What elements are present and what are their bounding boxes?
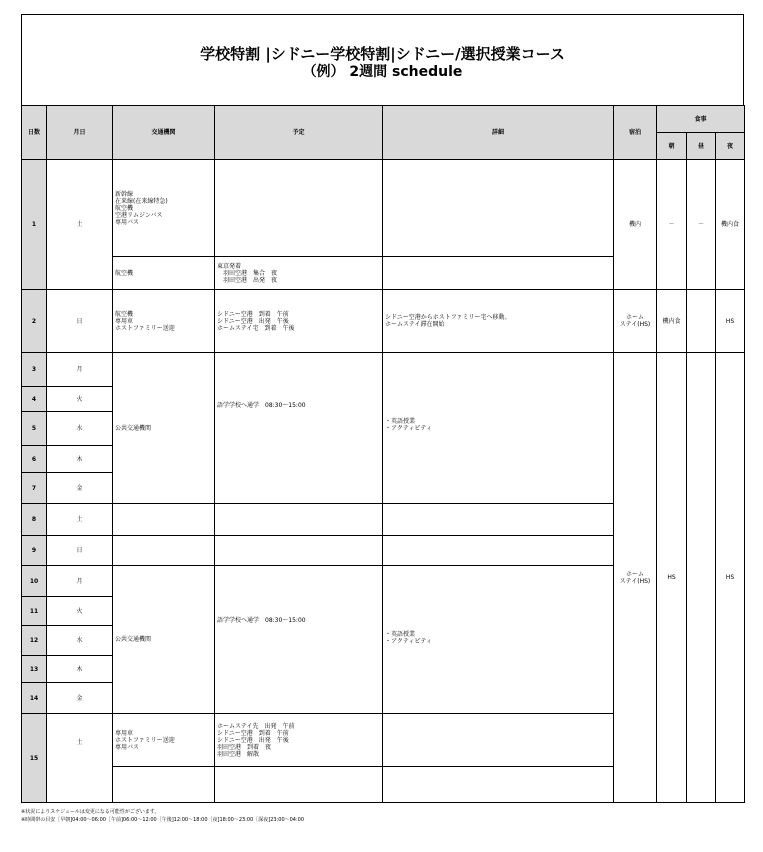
- weekday: 水: [47, 412, 113, 446]
- day-number: 3: [22, 353, 47, 387]
- details-text: ・英語授業 ・アクティビティ: [385, 418, 432, 432]
- day-number: 13: [22, 656, 47, 683]
- plan-cell: [215, 353, 383, 504]
- col-meals: 食事: [657, 106, 745, 133]
- plan-cell: [215, 566, 383, 714]
- page-subtitle: （例） 2週間 schedule: [302, 64, 463, 80]
- day-number: 10: [22, 566, 47, 597]
- transport-cell: 専用車 ホストファミリー送迎 専用バス: [113, 714, 215, 767]
- col-plan: 予定: [215, 106, 383, 160]
- transport-cell: 航空機 専用車 ホストファミリー送迎: [113, 290, 215, 353]
- transport-cell: [113, 504, 215, 536]
- dinner-cell: HS: [716, 290, 745, 353]
- details-cell: [383, 714, 614, 767]
- page-title: 学校特割 |シドニー学校特割|シドニー/選択授業コース: [200, 45, 565, 63]
- weekday: 水: [47, 626, 113, 656]
- day-number: 1: [22, 160, 47, 290]
- dinner-cell: HS: [716, 353, 745, 803]
- weekday: 火: [47, 387, 113, 412]
- lodging-cell: ホーム ステイ(HS): [614, 353, 657, 803]
- col-transport: 交通機関: [113, 106, 215, 160]
- day-number: 12: [22, 626, 47, 656]
- lodging-cell: 機内: [614, 160, 657, 290]
- transport-cell: 航空機: [113, 257, 215, 290]
- title-box: [21, 14, 744, 106]
- weekday: [47, 714, 113, 803]
- transport-cell: 新幹線 在来線(在来線特急) 航空機 空港リムジンバス 専用バス: [113, 160, 215, 257]
- details-cell: [383, 504, 614, 536]
- col-date: 月日: [47, 106, 113, 160]
- breakfast-cell: 機内食: [657, 290, 687, 353]
- weekday: 金: [47, 683, 113, 714]
- details-cell: [383, 566, 614, 714]
- day-number: 5: [22, 412, 47, 446]
- day-number: 7: [22, 473, 47, 504]
- weekday: 土: [47, 160, 113, 290]
- details-cell: [383, 767, 614, 803]
- plan-text: 語学学校へ通学 08:30～15:00: [217, 617, 306, 624]
- weekday: 火: [47, 597, 113, 626]
- schedule-table: [21, 105, 745, 803]
- plan-cell: [215, 767, 383, 803]
- weekday-text: 土: [76, 739, 83, 746]
- plan-cell: [215, 536, 383, 566]
- details-cell: [383, 353, 614, 504]
- plan-text: 語学学校へ通学 08:30～15:00: [217, 402, 306, 409]
- details-cell: シドニー空港からホストファミリー宅へ移動。 ホームステイ滞在開始: [383, 290, 614, 353]
- weekday: 日: [47, 290, 113, 353]
- transport-cell: [113, 536, 215, 566]
- plan-cell: ホームステイ先 出発 午前 シドニー空港 到着 午前 シドニー空港 出発 午後 羽田空港 到着 夜 羽田空港 解散: [215, 714, 383, 767]
- breakfast-cell: －: [657, 160, 687, 290]
- plan-cell: [215, 160, 383, 257]
- weekday: 土: [47, 504, 113, 536]
- details-cell: [383, 257, 614, 290]
- day-number: 15: [22, 714, 47, 803]
- day-number: 2: [22, 290, 47, 353]
- details-cell: [383, 160, 614, 257]
- col-dinner: 夜: [716, 133, 745, 160]
- plan-cell: シドニー空港 到着 午前 シドニー空港 出発 午後 ホームステイ宅 到着 午後: [215, 290, 383, 353]
- lunch-cell: [687, 290, 716, 353]
- day-number: 9: [22, 536, 47, 566]
- dinner-cell: 機内食: [716, 160, 745, 290]
- lunch-cell: [687, 353, 716, 803]
- schedule-sheet: [21, 14, 744, 807]
- plan-cell: [215, 504, 383, 536]
- col-breakfast: 朝: [657, 133, 687, 160]
- transport-cell: 公共交通機関: [113, 353, 215, 504]
- day-number: 6: [22, 446, 47, 473]
- footer-note-time: ※時間帯の目安［早朝]04:00～06:00［午前]06:00～12:00［午後]12:00～18:00［夜]18:00～23:00［深夜]23:00～04:00: [21, 817, 305, 823]
- weekday: 日: [47, 536, 113, 566]
- details-text: ・英語授業 ・アクティビティ: [385, 631, 432, 645]
- weekday: 木: [47, 446, 113, 473]
- day-number: 8: [22, 504, 47, 536]
- day-number: 11: [22, 597, 47, 626]
- breakfast-cell: HS: [657, 353, 687, 803]
- weekday: 月: [47, 566, 113, 597]
- col-lodging: 宿泊: [614, 106, 657, 160]
- col-details: 詳細: [383, 106, 614, 160]
- col-lunch: 昼: [687, 133, 716, 160]
- weekday: 木: [47, 656, 113, 683]
- plan-cell: 東京発着 羽田空港 集合 夜 羽田空港 出発 夜: [215, 257, 383, 290]
- weekday: 月: [47, 353, 113, 387]
- details-cell: [383, 536, 614, 566]
- lodging-cell: ホーム ステイ(HS): [614, 290, 657, 353]
- day-number: 14: [22, 683, 47, 714]
- day-number: 4: [22, 387, 47, 412]
- transport-cell: [113, 767, 215, 803]
- col-day-no: 日数: [22, 106, 47, 160]
- transport-cell: 公共交通機関: [113, 566, 215, 714]
- footer-note-change: ※状況によりスケジュールは変更になる可能性がございます。: [21, 809, 160, 815]
- lunch-cell: －: [687, 160, 716, 290]
- weekday: 金: [47, 473, 113, 504]
